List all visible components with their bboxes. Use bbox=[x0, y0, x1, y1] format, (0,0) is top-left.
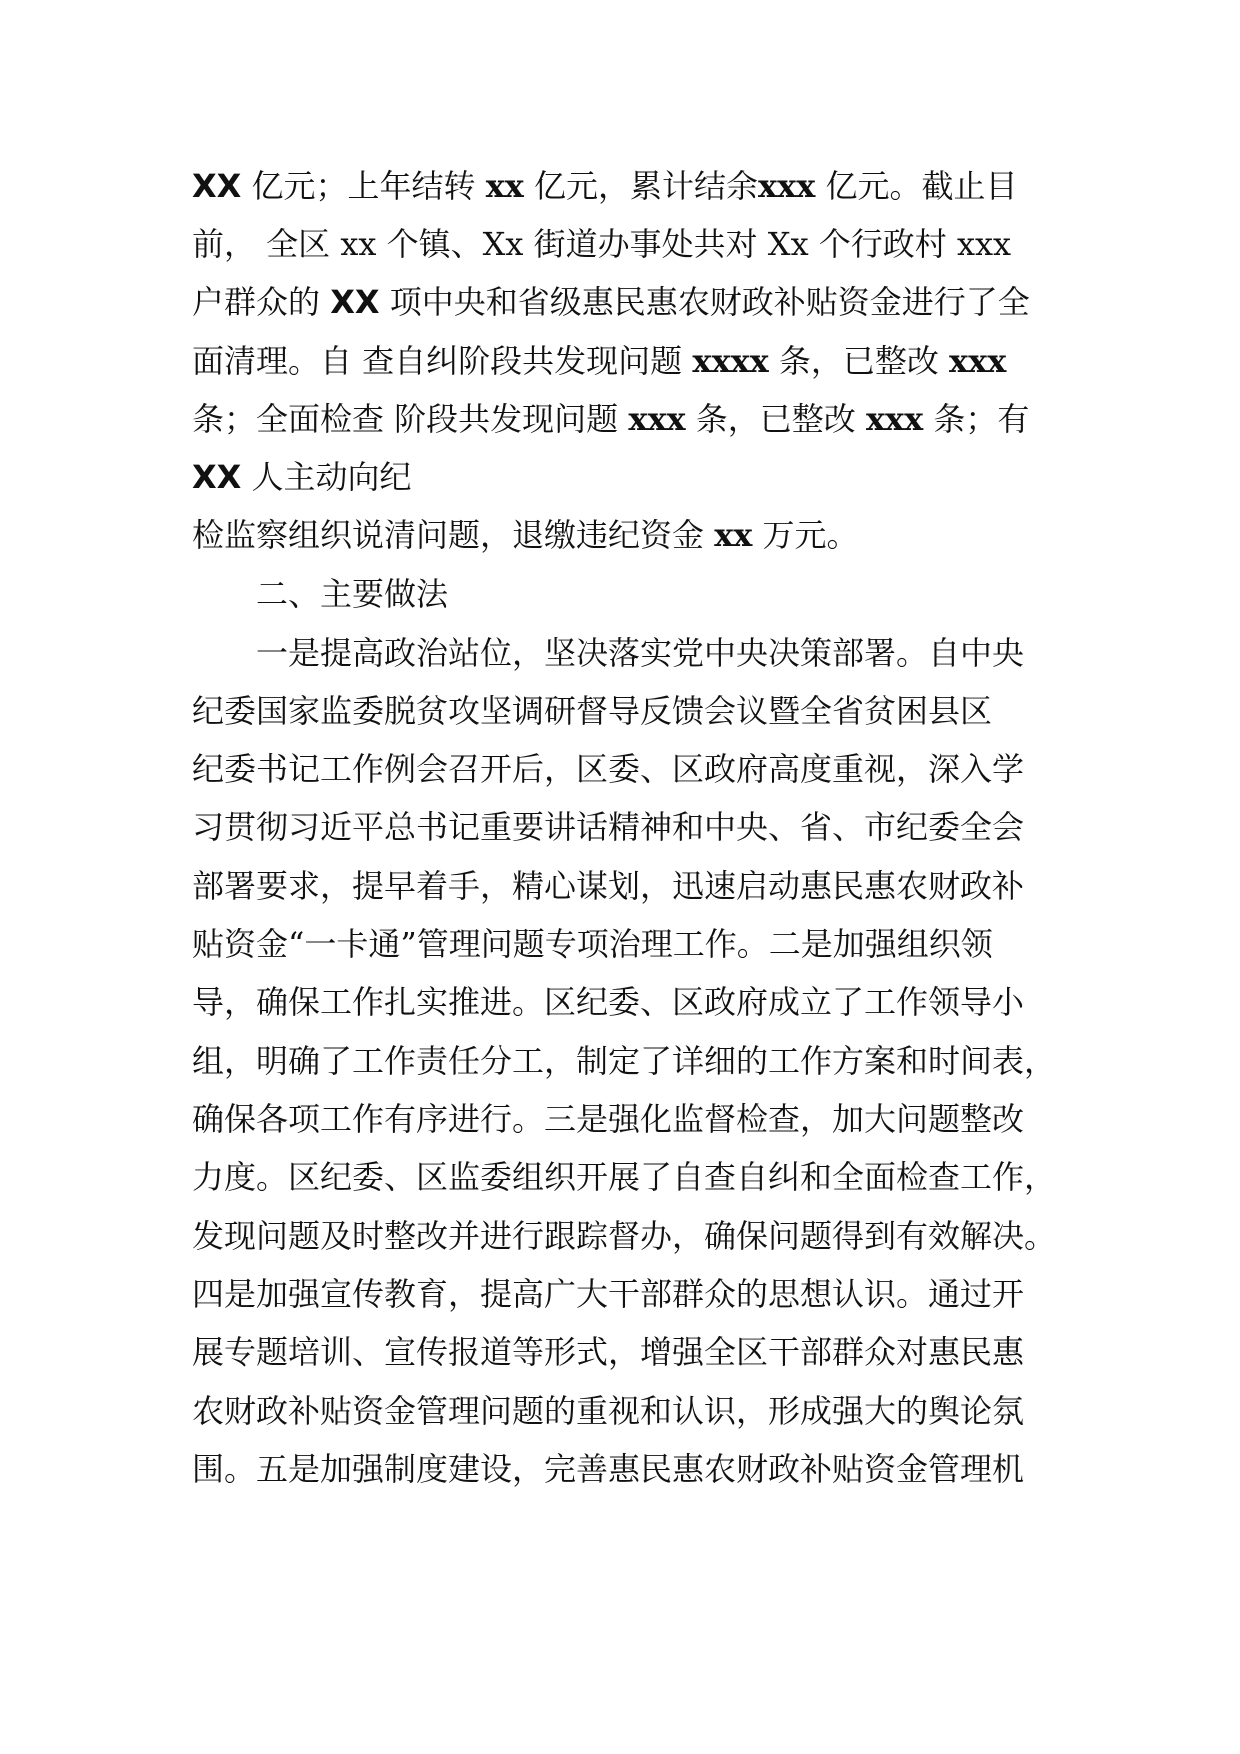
para2-line: 农财政补贴资金管理问题的重视和认识，形成强大的舆论氛 bbox=[192, 1392, 1025, 1430]
amount-placeholder: xx bbox=[714, 516, 753, 554]
text-run: 人主动向纪 bbox=[241, 458, 412, 496]
text-run: 亿元；上年结转 bbox=[241, 167, 486, 205]
amount-placeholder: xxx bbox=[628, 400, 686, 438]
para2-line: 四是加强宣传教育，提高广大干部群众的思想认识。通过开 bbox=[192, 1275, 1025, 1313]
text-run: 万元。 bbox=[752, 516, 859, 554]
para2-line: 围。五是加强制度建设，完善惠民惠农财政补贴资金管理机 bbox=[192, 1450, 1025, 1488]
section-heading: 二、主要做法 bbox=[256, 575, 449, 613]
amount-placeholder: xxx bbox=[865, 400, 924, 438]
para2-line: 部署要求，提早着手，精心谋划，迅速启动惠民惠农财政补 bbox=[192, 867, 1025, 905]
amount-placeholder: xxx bbox=[758, 167, 816, 205]
amount-placeholder: XX bbox=[192, 458, 242, 496]
amount-placeholder: XX bbox=[330, 283, 380, 321]
text-run: 亿元，累计结余 bbox=[523, 167, 759, 205]
para2-line: 组，明确了工作责任分工，制定了详细的工作方案和时间表， bbox=[192, 1042, 1057, 1080]
para2-line: 贴资金“一卡通”管理问题专项治理工作。二是加强组织领 bbox=[192, 925, 993, 963]
para1-line-4 bbox=[192, 341, 1006, 381]
para1-line-7 bbox=[192, 515, 859, 555]
text-run: 户群众的 bbox=[192, 283, 331, 321]
para1-line-3 bbox=[192, 282, 1030, 322]
amount-placeholder: xxxx bbox=[692, 342, 769, 380]
text-run: 条；全面检查 阶段共发现问题 bbox=[192, 400, 629, 438]
amount-placeholder: XX bbox=[192, 167, 242, 205]
text-run: 检监察组织说清问题，退缴违纪资金 bbox=[192, 516, 715, 554]
para2-line: 习贯彻习近平总书记重要讲话精神和中央、省、市纪委全会 bbox=[192, 808, 1025, 846]
para1-line-6 bbox=[192, 457, 412, 497]
para2-line: 纪委书记工作例会召开后，区委、区政府高度重视，深入学 bbox=[192, 750, 1025, 788]
text-run: 条，已整改 bbox=[685, 400, 866, 438]
para2-line: 一是提高政治站位，坚决落实党中央决策部署。自中央 bbox=[256, 634, 1025, 672]
text-run: 条，已整改 bbox=[768, 342, 950, 380]
text-run: 亿元。截止目 bbox=[815, 167, 1018, 205]
para2-line: 力度。区纪委、区监委组织开展了自查自纠和全面检查工作， bbox=[192, 1158, 1057, 1196]
text-run: 条；有 bbox=[923, 400, 1030, 438]
para2-line: 发现问题及时整改并进行跟踪督办，确保问题得到有效解决。 bbox=[192, 1217, 1057, 1255]
para2-line: 确保各项工作有序进行。三是强化监督检查，加大问题整改 bbox=[192, 1100, 1025, 1138]
para1-line-1 bbox=[192, 166, 1017, 206]
text-run: 面清理。自 查自纠阶段共发现问题 bbox=[192, 342, 693, 380]
amount-placeholder: xxx bbox=[949, 342, 1007, 380]
para2-line: 展专题培训、宣传报道等形式，增强全区干部群众对惠民惠 bbox=[192, 1333, 1025, 1371]
amount-placeholder: xx bbox=[485, 167, 524, 205]
para1-line-5 bbox=[192, 399, 1029, 439]
para2-line: 纪委国家监委脱贫攻坚调研督导反馈会议暨全省贫困县区 bbox=[192, 692, 993, 730]
para1-line-2: 前， 全区 xx 个镇、Xx 街道办事处共对 Xx 个行政村 xxx bbox=[192, 225, 1012, 263]
para2-line: 导，确保工作扎实推进。区纪委、区政府成立了工作领导小 bbox=[192, 983, 1025, 1021]
text-run: 项中央和省级惠民惠农财政补贴资金进行了全 bbox=[379, 283, 1030, 321]
